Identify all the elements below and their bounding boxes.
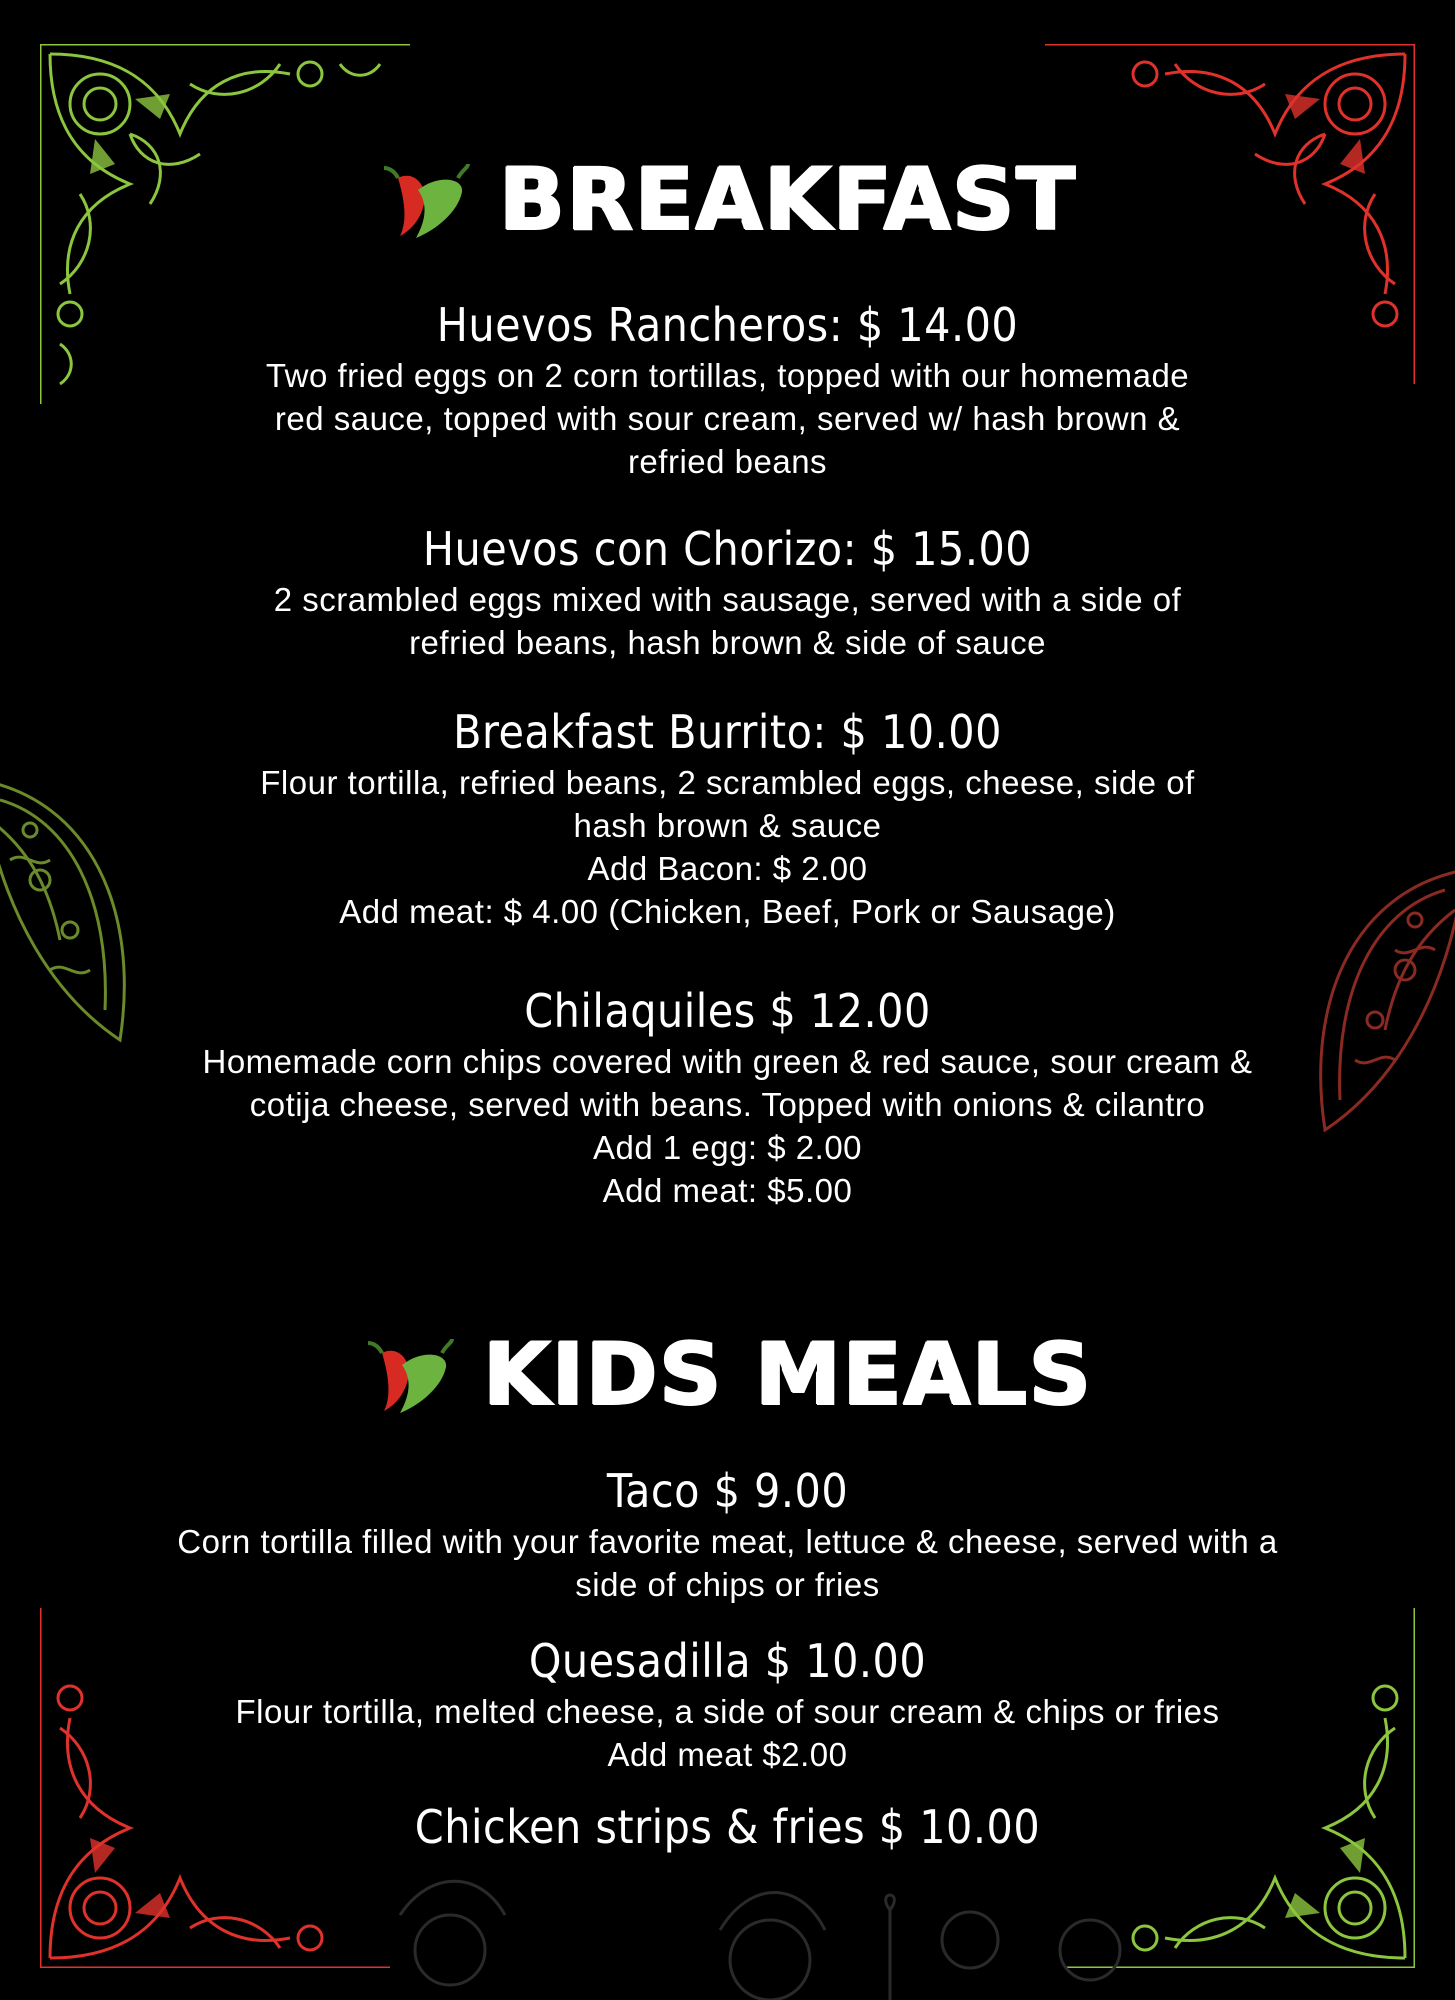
item-desc-line: Flour tortilla, melted cheese, a side of sour cream & chips or fries [235,1693,1220,1730]
item-desc-line: 2 scrambled eggs mixed with sausage, served with a side of [273,581,1182,618]
item-desc-line: red sauce, topped with sour cream, served w/ hash brown & [274,400,1181,437]
day-of-dead-illustration [330,1850,1210,2000]
item-name: Chicken strips & fries $ 10.00 [414,1800,1041,1854]
item-name: Huevos Rancheros: $ 14.00 [436,298,1019,352]
item-desc-line: cotija cheese, served with beans. Topped with onions & cilantro [249,1086,1206,1123]
menu-item-chicken-strips [0,1798,1455,1856]
item-name: Huevos con Chorizo: $ 15.00 [422,522,1033,576]
item-desc-line: refried beans, hash brown & side of sauce [409,624,1046,661]
item-name: Breakfast Burrito: $ 10.00 [453,705,1002,759]
item-desc-line: Two fried eggs on 2 corn tortillas, topped with our homemade [265,357,1190,394]
chili-pepper-icon [378,160,470,240]
menu-item-breakfast-burrito [0,703,1455,933]
item-desc-line: Add meat $2.00 [607,1736,848,1773]
menu-item-taco [0,1462,1455,1606]
item-name: Chilaquiles $ 12.00 [524,984,931,1038]
item-desc-line: refried beans [627,443,828,480]
item-desc-line: Add meat: $5.00 [602,1172,853,1209]
item-desc-line: Homemade corn chips covered with green & red sauce, sour cream & [202,1043,1253,1080]
item-desc-line: Corn tortilla filled with your favorite meat, lettuce & cheese, served with a [177,1523,1278,1560]
item-desc-line: Add Bacon: $ 2.00 [587,850,868,887]
menu-item-chilaquiles [0,982,1455,1212]
menu-item-huevos-con-chorizo [0,520,1455,664]
breakfast-heading [0,150,1455,250]
item-desc-line: Add 1 egg: $ 2.00 [592,1129,863,1166]
menu-item-huevos-rancheros [0,296,1455,483]
chili-pepper-icon [362,1335,454,1415]
item-name: Taco $ 9.00 [606,1464,849,1518]
item-desc-line: Flour tortilla, refried beans, 2 scrambled eggs, cheese, side of [260,764,1195,801]
item-name: Quesadilla $ 10.00 [528,1634,927,1688]
kids-meals-heading [0,1325,1455,1425]
item-desc-line: Add meat: $ 4.00 (Chicken, Beef, Pork or Sausage) [339,893,1116,930]
menu-item-quesadilla [0,1632,1455,1776]
section-title-breakfast: BREAKFAST [499,150,1078,250]
section-title-kids-meals: KIDS MEALS [483,1325,1094,1425]
item-desc-line: hash brown & sauce [573,807,882,844]
item-desc-line: side of chips or fries [575,1566,880,1603]
